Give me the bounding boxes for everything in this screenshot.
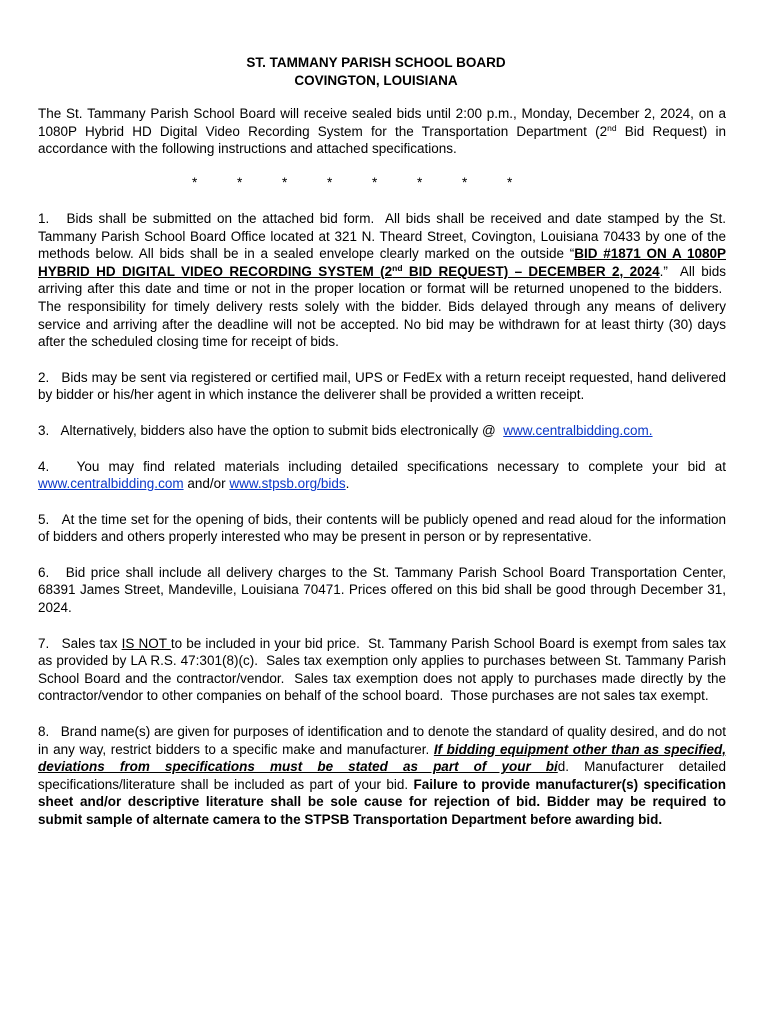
intro-text-a: The St. Tammany Parish School Board will receive sealed bids until 2:00 p.m., Monday, December 2, 2024, on a 1080P Hybrid HD Digital Video Recording System for the Transportation Department (2 — [38, 106, 726, 139]
item-8-emphasis-2: other than as specified, deviations from specifications must be stated as part of your bi — [38, 741, 726, 775]
item-4-text-b: and/or — [183, 476, 230, 492]
stpsb-bids-link[interactable]: www.stpsb.org/bids — [229, 476, 346, 492]
separator-star: * — [372, 174, 378, 190]
item-8-bold-warning: Failure to provide manufacturer(s) specification sheet and/or descriptive literature shall be sole cause for rejection of bid. Bidder may be required to submit sample of alternate camera to the STPSB Transportation Department before awarding bid. — [38, 776, 726, 827]
item-6: 6. Bid price shall include all delivery charges to the St. Tammany Parish School Board Transportation Center, 68391 James Street, Mandeville, Louisiana 70471. Prices offered on this bid shall be good through December 31, 2024. — [38, 564, 726, 616]
separator-star: * — [507, 174, 513, 190]
intro-text-b: Bid Request) in accordance with the following instructions and attached specifications. — [38, 123, 726, 157]
separator-star: * — [282, 174, 288, 190]
intro-paragraph — [38, 105, 726, 158]
item-3-text: 3. Alternatively, bidders also have the option to submit bids electronically @ — [38, 422, 504, 438]
item-2: 2. Bids may be sent via registered or certified mail, UPS or FedEx with a return receipt requested, hand delivered by bidder or his/her agent in which instance the deliverer shall be provided a written receipt. — [38, 369, 726, 403]
item-3 — [38, 422, 726, 440]
item-7 — [38, 635, 726, 705]
item-4-text-c: . — [345, 476, 350, 492]
item-8-text-b: d. Manufacturer detailed specifications/literature shall be included as part of your bid. — [38, 759, 726, 792]
intro-superscript: nd — [607, 122, 617, 133]
header-line-1: ST. TAMMANY PARISH SCHOOL BOARD — [246, 55, 506, 70]
item-8-emphasis-1: If bidding equipment — [433, 741, 569, 757]
header-line-2: COVINGTON, LOUISIANA — [294, 72, 458, 88]
item-5: 5. At the time set for the opening of bids, their contents will be publicly opened and read aloud for the information of bidders and others properly interested who may be present in person or by representative. — [38, 511, 726, 545]
separator-star: * — [327, 174, 333, 190]
item-8-text-a: 8. Brand name(s) are given for purposes of identification and to denote the standard of quality desired, and do not in any way, restrict bidders to a specific make and manufacturer. — [38, 724, 726, 757]
item-7-text-b: to be included in your bid price. St. Tammany Parish School Board is exempt from sales tax as provided by LA R.S. 47:301(8)(c). Sales tax exemption only applies to purchases between St. Tammany Parish School Board and the contractor/vendor. Sales tax exemption does not apply to purchases made directly by the contractor/vendor to other companies on behalf of the school board. Those purchases are not sales tax exempt. — [38, 635, 726, 704]
item-4 — [38, 458, 726, 493]
envelope-marking-part-2: BID REQUEST) – DECEMBER 2, 2024 — [402, 263, 660, 279]
centralbidding-link[interactable]: www.centralbidding.com. — [503, 422, 653, 438]
separator-star: * — [237, 174, 243, 190]
item-1 — [38, 210, 726, 351]
item-1-text-a: 1. Bids shall be submitted on the attached bid form. All bids shall be received and date stamped by the St. Tammany Parish School Board Office located at 321 N. Theard Street, Covington, Louisiana 70433 by one of the methods below. All bids shall be in a sealed envelope clearly marked on the outside “ — [38, 210, 726, 262]
separator-star: * — [462, 174, 468, 190]
envelope-marking-superscript: nd — [392, 262, 403, 273]
separator-star: * — [417, 174, 423, 190]
item-8 — [38, 723, 726, 829]
centralbidding-link[interactable]: www.centralbidding.com — [38, 476, 184, 492]
item-4-text-a: 4. You may find related materials including detailed specifications necessary to complete your bid at — [38, 458, 726, 474]
document-header — [38, 54, 726, 89]
item-1-text-b: .” All bids arriving after this date and time or not in the proper location or format will be returned unopened to the bidders. The responsibility for timely delivery rests solely with the bidder. Bids delayed through any means of delivery service and arriving after the deadline will not be accepted. No bid may be withdrawn for at least thirty (30) days after the scheduled closing time for receipt of bids. — [38, 263, 726, 350]
document-page — [38, 54, 726, 829]
item-7-text-a: 7. Sales tax — [38, 635, 122, 651]
star-separator — [38, 174, 726, 192]
is-not-emphasis: IS NOT — [121, 635, 171, 651]
envelope-marking-part-1: BID #1871 ON A 1080P HYBRID HD DIGITAL VIDEO RECORDING SYSTEM (2 — [38, 246, 726, 279]
separator-star: * — [192, 174, 198, 190]
